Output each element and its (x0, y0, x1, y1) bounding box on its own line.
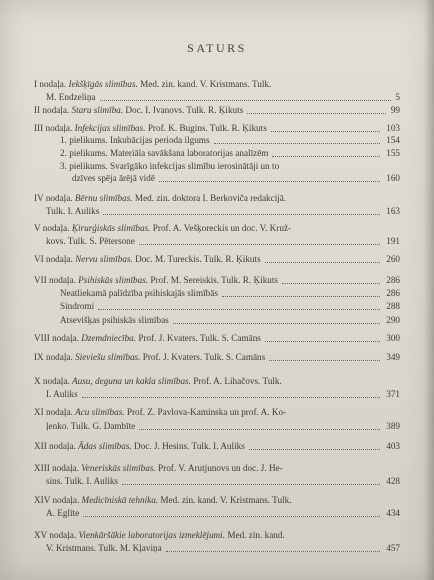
page-number: 349 (386, 352, 400, 362)
toc-entry-line (46, 543, 162, 554)
chapter-subject: Acu slimības. (75, 407, 125, 417)
page-number: 103 (386, 123, 400, 133)
dot-leader (214, 142, 381, 144)
toc-authors: Prof. A. Vešķoreckis un doc. V. Kruž- (150, 223, 292, 233)
toc-entry-line (60, 315, 169, 326)
toc-entry-line (34, 407, 286, 418)
chapter-subject: Dzemdniecība. (81, 333, 137, 343)
toc-text: kovs. Tulk. S. Pētersone (46, 236, 135, 246)
toc-text: M. Endzeliņa (46, 92, 96, 102)
toc-authors: Prof. A. Lihačovs. Tulk. (190, 376, 282, 386)
chapter-subject: Ādas slimības. (78, 441, 132, 451)
page-number: 163 (386, 206, 400, 216)
dot-leader (82, 396, 381, 398)
toc-authors: Med. zin. kand. (225, 530, 285, 540)
dot-leader (272, 155, 380, 157)
chapter-subject: Nervu slimības. (75, 254, 133, 264)
toc-text: VIII nodaļa. (34, 333, 82, 343)
chapter-subject: Ķirurģiskās slimības. (71, 223, 151, 233)
dot-leader (269, 359, 380, 361)
chapter-subject: Psihiskās slimības. (78, 275, 149, 285)
dot-leader (139, 243, 381, 245)
toc-entry-line (60, 135, 210, 146)
toc-entry-line (34, 254, 261, 265)
chapter-subject: Iekšķīgās slimības. (68, 79, 138, 89)
dot-leader (98, 308, 380, 310)
page-number: 155 (386, 148, 400, 158)
toc-text: 1. pielikums. Inkubācijas perioda ilgums (60, 135, 210, 145)
toc-authors: Prof. J. Kvaters. Tulk. S. Camāns (140, 352, 266, 362)
toc-authors: Prof. Z. Pavlova-Kaminska un prof. A. Ko- (124, 407, 287, 417)
toc-entry-line (34, 79, 271, 90)
toc-text: XIV nodaļa. (34, 495, 82, 505)
toc-entry-line (34, 105, 243, 116)
chapter-subject: Vienkāršākie laboratorijas izmeklējumi. (78, 530, 226, 540)
toc-entry-line (60, 301, 94, 312)
dot-leader (249, 448, 381, 450)
toc-text: Atsevišķas psihiskās slimības (60, 315, 169, 325)
dot-leader (139, 428, 380, 430)
toc-entry-line (34, 275, 278, 286)
page-number: 389 (386, 421, 400, 431)
toc-entry-line (46, 421, 135, 432)
toc-text: I. Auliks (46, 389, 78, 399)
toc-entry-line (34, 463, 283, 474)
toc-entry-line (46, 92, 96, 103)
dot-leader (122, 483, 380, 485)
toc-entry-line (34, 530, 285, 541)
page-number: 428 (386, 476, 400, 486)
chapter-subject: Ausu, deguna un kakla slimības. (72, 376, 191, 386)
page-number: 191 (386, 236, 400, 246)
toc-text: IV nodaļa. (34, 193, 75, 203)
toc-entry-line (34, 223, 291, 234)
toc-text: Neatliekamā palīdzība psihiskajās slimībās (60, 288, 218, 298)
page-number: 288 (386, 301, 400, 311)
toc-text: XIII nodaļa. (34, 463, 82, 473)
toc-text: dzīves spēja ārējā vidē (72, 173, 155, 183)
toc-text: V nodaļa. (34, 223, 72, 233)
toc-text: XII nodaļa. (34, 441, 79, 451)
toc-entry-line (46, 236, 135, 247)
toc-text: IX nodaļa. (34, 352, 76, 362)
page-number: 300 (386, 333, 400, 343)
toc-entry-line (34, 352, 265, 363)
toc-text: I nodaļa. (34, 79, 69, 89)
toc-entry-line (34, 495, 292, 506)
page-number: 260 (386, 254, 400, 264)
chapter-subject: Veneriskās slimības. (81, 463, 156, 473)
toc-authors: Prof. J. Kvaters. Tulk. S. Camāns (136, 333, 261, 343)
chapter-subject: Bērnu slimības. (74, 193, 133, 203)
dot-leader (100, 99, 391, 101)
page-number: 286 (386, 275, 400, 285)
dot-leader (173, 322, 381, 324)
page-number: 160 (386, 173, 400, 183)
toc-text: VII nodaļa. (34, 275, 79, 285)
toc-authors: Doc. J. Hesins. Tulk. I. Auliks (131, 441, 245, 451)
toc-text: A. Eglīte (46, 508, 80, 518)
toc-authors: Med. zin. kand. V. Kristmans. Tulk. (158, 495, 292, 505)
dot-leader (222, 295, 380, 297)
toc-entry-line (46, 508, 79, 519)
toc-authors: Prof. V. Arutjunovs un doc. J. He- (155, 463, 283, 473)
toc-text: sins. Tulk. I. Auliks (46, 476, 118, 486)
page-number: 434 (386, 508, 400, 518)
toc-authors: Doc. I. Ivanovs. Tulk. R. Ķikuts (123, 105, 244, 115)
toc-entry-line (34, 441, 245, 452)
toc-entry-line (46, 389, 78, 400)
page-edge-shadow (424, 0, 434, 580)
dot-leader (247, 112, 385, 114)
page-number: 371 (386, 389, 400, 399)
toc-authors: Med. zin. kand. V. Kristmans. Tulk. (137, 79, 272, 89)
page-number: 286 (386, 288, 400, 298)
toc-entry-line (34, 376, 282, 387)
dot-leader (265, 340, 381, 342)
chapter-subject: Infekcijas slimības. (74, 123, 146, 133)
dot-leader (166, 550, 381, 552)
toc-entry-line (46, 206, 99, 217)
chapter-subject: Staru slimība. (71, 105, 124, 115)
toc-entry-line (60, 288, 218, 299)
dot-leader (271, 130, 381, 132)
toc-text: III nodaļa. (34, 123, 75, 133)
toc-text: Sindromi (60, 301, 95, 311)
toc-text: 2. pielikums. Materiāla savākšana laboratorijas analīzēm (60, 148, 269, 158)
toc-entry-line (34, 193, 286, 204)
page-number: 457 (386, 543, 400, 553)
toc-text: 3. pielikums. Svarīgāko infekcijas slimību ierosinātāji un to (60, 161, 280, 171)
page-number: 5 (395, 92, 400, 102)
toc-entry-line (60, 161, 279, 172)
dot-leader (83, 515, 380, 517)
toc-entry-line (34, 123, 267, 134)
toc-text: Tulk. I. Auliks (46, 206, 100, 216)
toc-text: V. Kristmans. Tulk. M. Kļaviņa (46, 543, 162, 553)
page-number: 403 (386, 441, 400, 451)
toc-authors: Med. zin. doktora I. Berkoviča redakcijā. (132, 193, 287, 203)
toc-entry-line (72, 173, 155, 184)
page-title: SATURS (187, 41, 247, 55)
toc-entry-line (60, 148, 268, 159)
toc-text: II nodaļa. (34, 105, 72, 115)
toc-text: X nodaļa. (34, 376, 73, 386)
toc-text: ļenko. Tulk. G. Dambīte (46, 421, 136, 431)
page-number: 154 (386, 135, 400, 145)
chapter-subject: Medicīniskā tehnika. (81, 495, 159, 505)
dot-leader (282, 282, 380, 284)
dot-leader (103, 213, 380, 215)
toc-entry-line (34, 333, 261, 344)
chapter-subject: Sieviešu slimības. (75, 352, 141, 362)
dot-leader (159, 180, 380, 182)
toc-text: XI nodaļa. (34, 407, 76, 417)
page-number: 290 (386, 315, 400, 325)
toc-text: XV nodaļa. (34, 530, 79, 540)
toc-entry-line (46, 476, 118, 487)
toc-text: VI nodaļa. (34, 254, 76, 264)
toc-authors: Doc. M. Tureckis. Tulk. R. Ķikuts (132, 254, 261, 264)
page-number: 99 (390, 105, 400, 115)
dot-leader (265, 261, 381, 263)
toc-authors: Prof. K. Bugins. Tulk. R. Ķikuts (145, 123, 267, 133)
toc-authors: Prof. M. Sereiskis. Tulk. R. Ķikuts (148, 275, 279, 285)
